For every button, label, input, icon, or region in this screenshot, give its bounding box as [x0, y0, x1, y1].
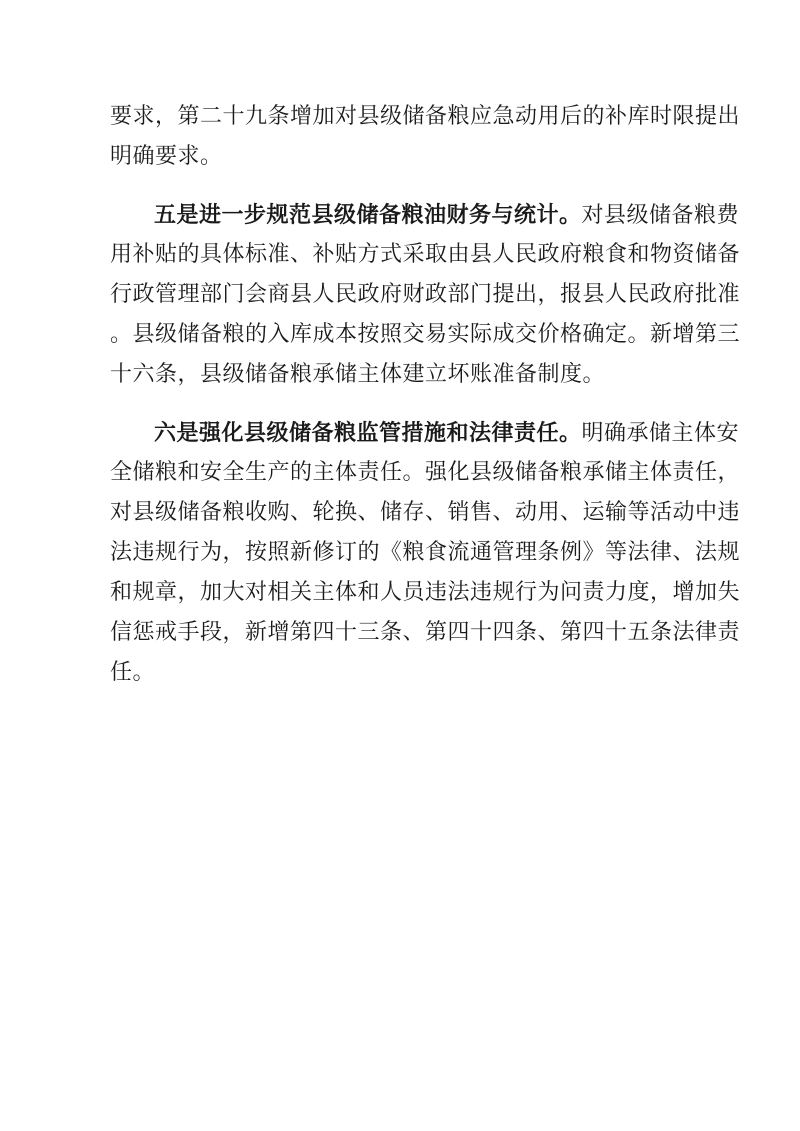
paragraph-line: 和规章，加大对相关主体和人员违法违规行为问责力度，增加失 — [110, 580, 741, 605]
section-5-first-line-text: 对县级储备粮费 — [581, 203, 740, 228]
paragraph-line: 要求，第二十九条增加对县级储备粮应急动用后的补库时限提出 — [110, 104, 741, 129]
section-5-first-line — [154, 195, 740, 235]
section-6-first-line-text: 明确承储主体安 — [581, 421, 740, 446]
paragraph-line: 全储粮和安全生产的主体责任。强化县级储备粮承储主体责任， — [110, 460, 741, 485]
paragraph-line: 。县级储备粮的入库成本按照交易实际成交价格确定。新增第三 — [110, 322, 741, 347]
paragraph-line: 对县级储备粮收购、轮换、储存、销售、动用、运输等活动中违 — [110, 500, 741, 525]
section-5-heading: 五是进一步规范县级储备粮油财务与统计。 — [154, 202, 582, 228]
paragraph-line: 信惩戒手段，新增第四十三条、第四十四条、第四十五条法律责 — [110, 620, 741, 645]
section-6-heading: 六是强化县级储备粮监管措施和法律责任。 — [154, 420, 582, 446]
paragraph-line: 明确要求。 — [110, 144, 223, 169]
paragraph-line: 行政管理部门会商县人民政府财政部门提出，报县人民政府批准 — [110, 282, 741, 307]
paragraph-line: 十六条，县级储备粮承储主体建立坏账准备制度。 — [110, 362, 606, 387]
paragraph-line: 法违规行为，按照新修订的《粮食流通管理条例》等法律、法规 — [110, 540, 741, 565]
paragraph-line: 任。 — [110, 660, 156, 685]
section-6-first-line — [154, 413, 740, 453]
paragraph-line: 用补贴的具体标准、补贴方式采取由县人民政府粮食和物资储备 — [110, 242, 741, 267]
